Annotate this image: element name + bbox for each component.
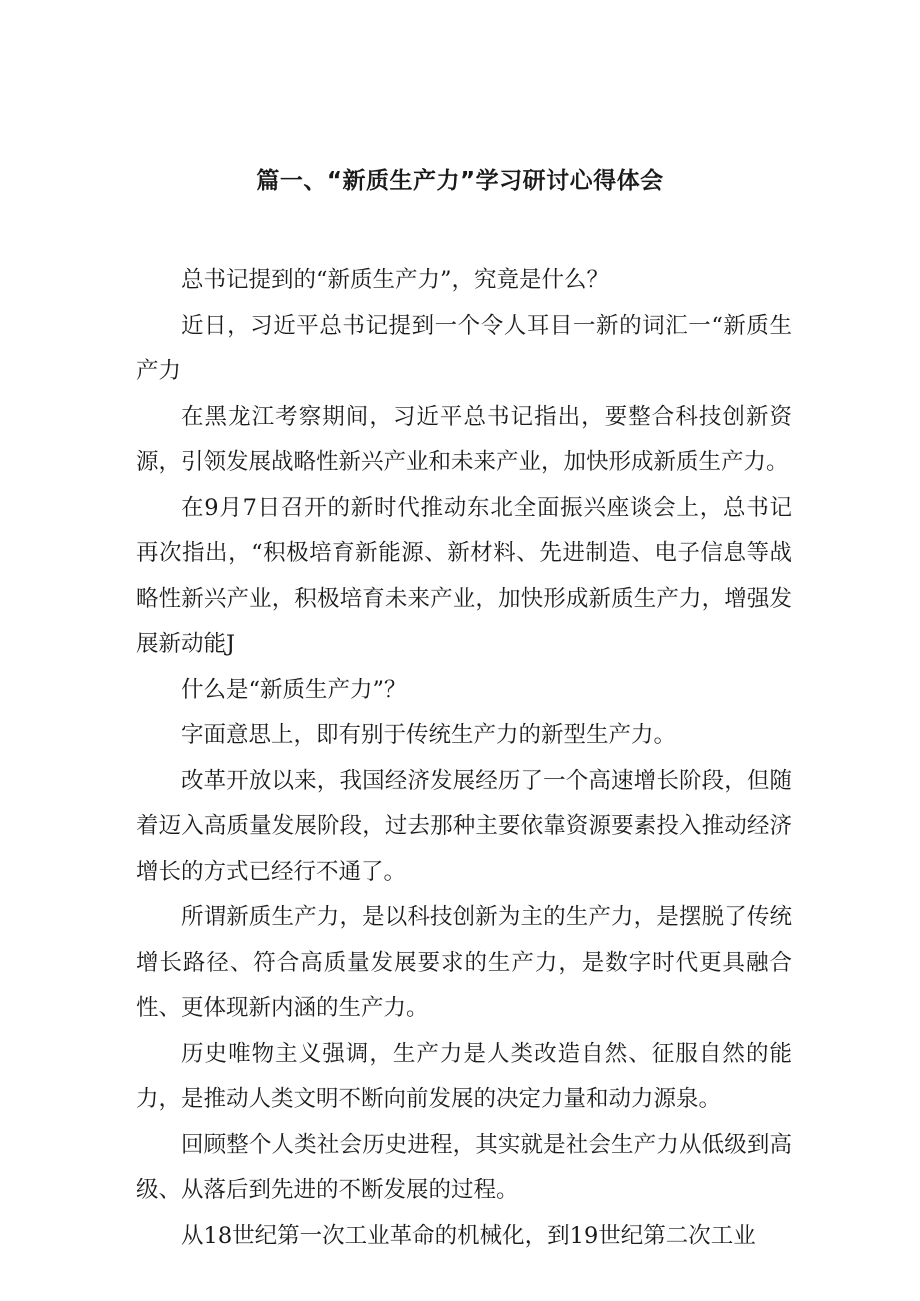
paragraph: 在9月7日召开的新时代推动东北全面振兴座谈会上，总书记再次指出，“积极培育新能源、新材料、先进制造、电子信息等战略性新兴产业，积极培育未来产业，加快形成新质生产力，增强发展新动能J [136, 494, 792, 657]
paragraph: 历史唯物主义强调，生产力是人类改造自然、征服自然的能力，是推动人类文明不断向前发展的决定力量和动力源泉。 [136, 1040, 792, 1112]
paragraph: 总书记提到的“新质生产力”，究竟是什么？ [181, 267, 610, 293]
document-body [136, 258, 792, 1259]
paragraph: 近日，习近平总书记提到一个令人耳目一新的词汇一“新质生产力 [136, 312, 792, 384]
paragraph: 回顾整个人类社会历史进程，其实就是社会生产力从低级到高级、从落后到先进的不断发展的过程。 [136, 1131, 792, 1203]
paragraph: 什么是“新质生产力”？ [181, 676, 407, 703]
paragraph: 所谓新质生产力，是以科技创新为主的生产力，是摆脱了传统增长路径、符合高质量发展要求的生产力，是数字时代更具融合性、更体现新内涵的生产力。 [136, 904, 792, 1021]
paragraph: 改革开放以来，我国经济发展经历了一个高速增长阶段，但随着迈入高质量发展阶段，过去那种主要依靠资源要素投入推动经济增长的方式已经行不通了。 [136, 767, 792, 885]
paragraph: 从18世纪第一次工业革命的机械化，到19世纪第二次工业 [181, 1222, 756, 1249]
paragraph: 在黑龙江考察期间，习近平总书记指出，要整合科技创新资源，引领发展战略性新兴产业和未来产业，加快形成新质生产力。 [136, 403, 792, 475]
paragraph: 字面意思上，即有别于传统生产力的新型生产力。 [181, 722, 677, 748]
document-title: 篇一、“新质生产力”学习研讨心得体会 [256, 168, 664, 194]
